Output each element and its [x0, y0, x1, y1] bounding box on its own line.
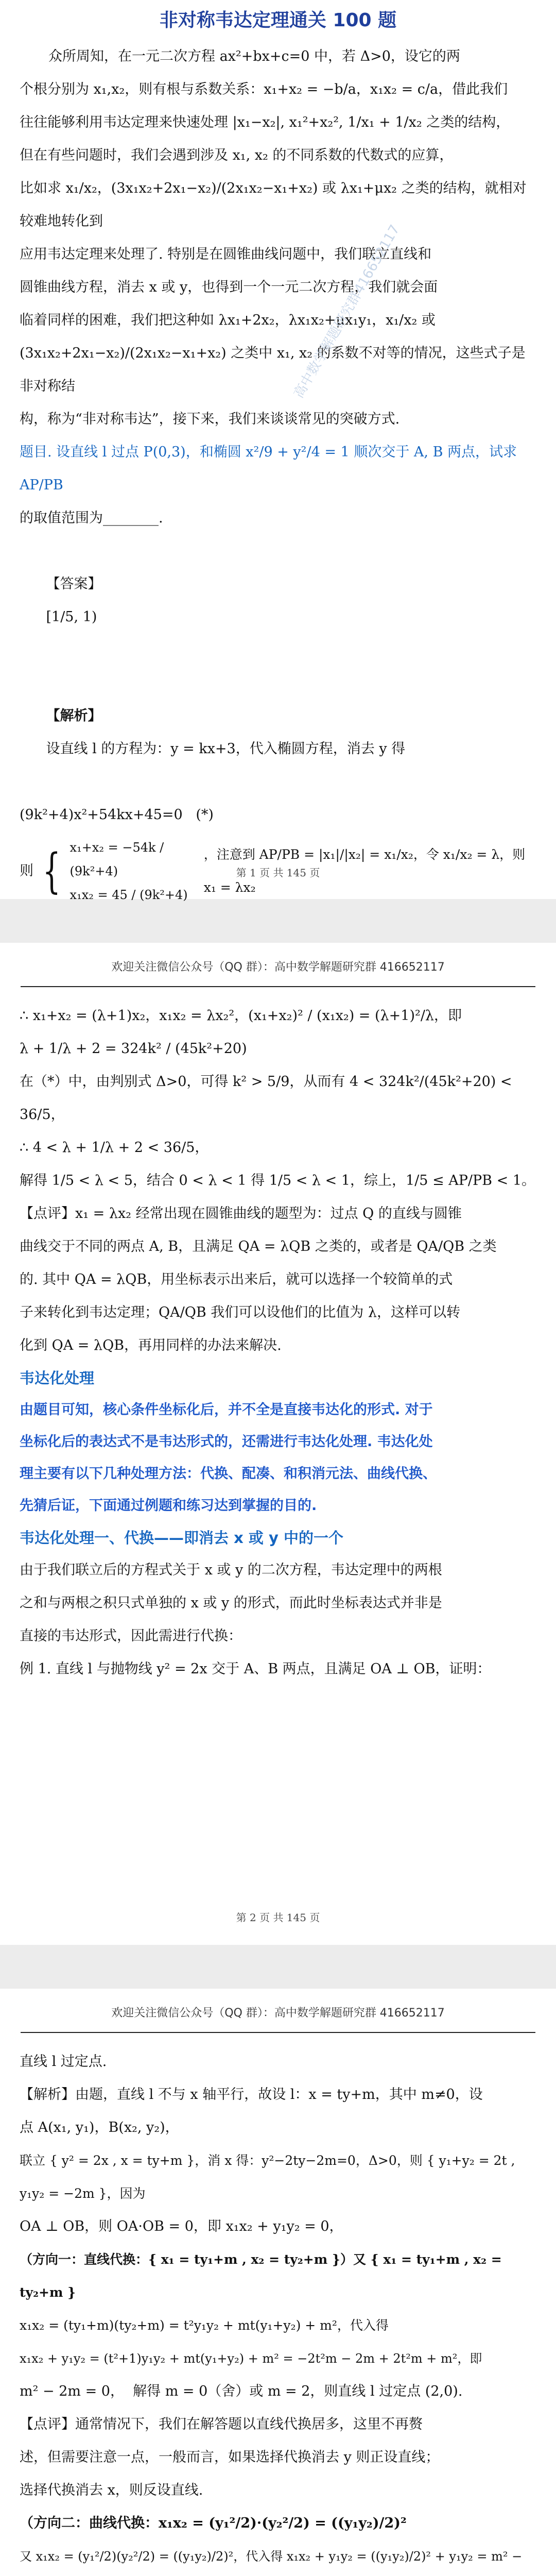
p2-line-9: 子来转化到韦达定理；QA/QB 我们可以设他们的比值为 λ，这样可以转 [20, 1304, 460, 1320]
intro-line-1: 众所周知，在一元二次方程 ax²+bx+c=0 中，若 Δ>0，设它的两 [48, 48, 460, 64]
intro-line-5: 比如求 x₁/x₂，(3x₁x₂+2x₁−x₂)/(2x₁x₂−x₁+x₂) 或 λx₁+μx₂ 之类的结构，就相对较难地转化到 [20, 180, 527, 229]
p3-line-14: 又 x₁x₂ = (y₁²/2)(y₂²/2) = ((y₁y₂)/2)²，代入得 x₁x₂ + y₁y₂ = ((y₁y₂)/2)² + y₁y₂ = m² − [20, 2549, 523, 2564]
p3-line-1: 直线 l 过定点. [20, 2054, 107, 2070]
page-footer: 第 1 页 共 145 页 [236, 867, 320, 879]
vieta-sum: x₁+x₂ = −54k / (9k²+4) [70, 840, 164, 878]
document-title: 非对称韦达定理通关 100 题 [159, 10, 397, 31]
answer-value: [1/5, 1) [46, 609, 97, 625]
vieta-product: x₁x₂ = 45 / (9k²+4) [70, 888, 188, 902]
intro-line-3: 往往能够利用韦达定理来快速处理 |x₁−x₂|, x₁²+x₂², 1/x₁ + 1/x₂ 之类的结构， [20, 114, 510, 130]
p2-line-4: ∴ 4 < λ + 1/λ + 2 < 36/5， [20, 1140, 209, 1156]
p3-line-7: x₁x₂ = (ty₁+m)(ty₂+m) = t²y₁y₂ + mt(y₁+y₂) + m²，代入得 [20, 2318, 389, 2333]
page-header: 欢迎关注微信公众号（QQ 群）：高中数学解题研究群 416652117 [111, 2007, 445, 2020]
example-1: 例 1. 直线 l 与抛物线 y² = 2x 交于 A、B 两点，且满足 OA ⊥ OB，证明： [20, 1661, 491, 1677]
intro-line-8: 临着同样的困难，我们把这种如 λx₁+2x₂，λx₁x₂+μx₁y₁，x₁/x₂ 或 [20, 312, 436, 328]
analysis-label: 【解析】 [46, 708, 102, 724]
header-rule [21, 986, 535, 987]
p3-line-11: 述，但需要注意一点，一般而言，如果选择代换消去 y 则正设直线； [20, 2449, 440, 2465]
p3-line-4: 联立 { y² = 2x , x = ty+m }，消 x 得：y²−2ty−2m=0，Δ>0，则 { y₁+y₂ = 2t , y₁y₂ = −2m }，因为 [20, 2153, 519, 2201]
then-label: 则 [20, 863, 33, 879]
page-1 [0, 0, 556, 902]
section-text-2: 坐标化后的表达式不是韦达形式的，还需进行韦达化处理. 韦达化处 [20, 1434, 433, 1450]
p2-line-5: 解得 1/5 < λ < 5，结合 0 < λ < 1 得 1/5 < λ < 1，综上，1/5 ≤ AP/PB < 1。 [20, 1173, 535, 1189]
answer-label: 【答案】 [46, 576, 102, 592]
p2-line-8: 的. 其中 QA = λQB，用坐标表示出来后，就可以选择一个较简单的式 [20, 1272, 453, 1287]
intro-line-4: 但在有些问题时，我们会遇到涉及 x₁, x₂ 的不同系数的代数式的应算， [20, 147, 454, 163]
page-2 [0, 943, 556, 1945]
p3-line-8: x₁x₂ + y₁y₂ = (t²+1)y₁y₂ + mt(y₁+y₂) + m² = −2t²m − 2m + 2t²m + m²，即 [20, 2351, 482, 2366]
intro-line-2: 个根分别为 x₁,x₂，则有根与系数关系：x₁+x₂ = −b/a，x₁x₂ = c/a，借此我们 [20, 81, 508, 97]
watermark: 高中数学解题研究群416652117 [291, 222, 403, 401]
p2-line-11: 由于我们联立后的方程式关于 x 或 y 的二次方程，韦达定理中的两根 [20, 1562, 442, 1578]
analysis-equation: (9k²+4)x²+54kx+45=0 (*) [20, 807, 214, 823]
page-header: 欢迎关注微信公众号（QQ 群）：高中数学解题研究群 416652117 [111, 961, 445, 974]
analysis-text-1: 设直线 l 的方程为：y = kx+3，代入椭圆方程，消去 y 得 [46, 741, 406, 757]
section-text-3: 理主要有以下几种处理方法：代换、配凑、和积消元法、曲线代换、 [20, 1466, 437, 1482]
intro-line-9: (3x₁x₂+2x₁−x₂)/(2x₁x₂−x₁+x₂) 之类中 x₁, x₂ 的系数不对等的情况，这些式子是非对称结 [20, 345, 526, 394]
intro-line-7: 圆锥曲线方程，消去 x 或 y，也得到一个一元二次方程，我们就会面 [20, 279, 438, 295]
p2-line-12: 之和与两根之积只式单独的 x 或 y 的形式，而此时坐标表达式并非是 [20, 1595, 442, 1611]
p2-line-2: λ + 1/λ + 2 = 324k² / (45k²+20) [20, 1041, 247, 1057]
header-rule [21, 2032, 535, 2033]
p3-line-9: m² − 2m = 0， 解得 m = 0（舍）或 m = 2，则直线 l 过定点 (2,0). [20, 2383, 463, 2399]
brace-symbol: { [42, 843, 61, 899]
answer-line [20, 535, 536, 667]
problem-blank: 的取值范围为________. [20, 510, 163, 526]
p3-line-2: 【解析】由题，直线 l 不与 x 轴平行，故设 l：x = ty+m，其中 m≠0，设 [20, 2087, 483, 2103]
analysis-line-1 [20, 667, 536, 799]
p2-line-6: 【点评】x₁ = λx₂ 经常出现在圆锥曲线的题型为：过点 Q 的直线与圆锥 [20, 1206, 462, 1222]
page-3 [0, 1989, 556, 2576]
page-footer: 第 2 页 共 145 页 [236, 1911, 320, 1924]
p3-line-10: 【点评】通常情况下，我们在解答题以直线代换居多，这里不再赘 [20, 2416, 423, 2432]
problem-statement: 题目. 设直线 l 过点 P(0,3)，和椭圆 x²/9 + y²/4 = 1 顺次交于 A, B 两点，试求 AP/PB [20, 444, 522, 493]
p2-line-3: 在（*）中，由判别式 Δ>0，可得 k² > 5/9，从而有 4 < 324k²/(45k²+20) < 36/5， [20, 1074, 517, 1123]
p3-line-3: 点 A(x₁, y₁)，B(x₂, y₂)， [20, 2120, 179, 2136]
p3-line-5: OA ⊥ OB，则 OA·OB = 0，即 x₁x₂ + y₁y₂ = 0， [20, 2218, 343, 2234]
p2-line-13: 直接的韦达形式，因此需进行代换： [20, 1628, 242, 1644]
subsection-heading: 韦达化处理一、代换——即消去 x 或 y 中的一个 [20, 1529, 343, 1547]
p2-line-10: 化到 QA = λQB，再用同样的办法来解决. [20, 1337, 282, 1353]
p3-line-12: 选择代换消去 x，则反设直线. [20, 2482, 203, 2498]
intro-line-10: 构，称为“非对称韦达”，接下来，我们来谈谈常见的突破方式. [20, 411, 400, 427]
section-heading: 韦达化处理 [20, 1369, 95, 1387]
p3-line-6: （方向一：直线代换：{ x₁ = ty₁+m , x₂ = ty₂+m }）又 { x₁ = ty₁+m , x₂ = ty₂+m } [20, 2252, 507, 2300]
intro-line-6: 应用韦达定理来处理了. 特别是在圆锥曲线问题中，我们联立直线和 [20, 246, 432, 262]
analysis-text-3: ，注意到 AP/PB = |x₁|/|x₂| = x₁/x₂，令 x₁/x₂ = λ，则 x₁ = λx₂ [203, 847, 530, 895]
section-text-4: 先猜后证，下面通过例题和练习达到掌握的目的. [20, 1498, 317, 1514]
p2-line-7: 曲线交于不同的两点 A, B，且满足 QA = λQB 之类的，或者是 QA/QB 之类 [20, 1239, 497, 1255]
p2-line-1: ∴ x₁+x₂ = (λ+1)x₂，x₁x₂ = λx₂²，(x₁+x₂)² / (x₁x₂) = (λ+1)²/λ，即 [20, 1008, 462, 1024]
p3-line-13: （方向二：曲线代换：x₁x₂ = (y₁²/2)·(y₂²/2) = ((y₁y₂)/2)² [20, 2515, 407, 2531]
section-text-1: 由题目可知，核心条件坐标化后，并不全是直接韦达化的形式. 对于 [20, 1402, 433, 1418]
